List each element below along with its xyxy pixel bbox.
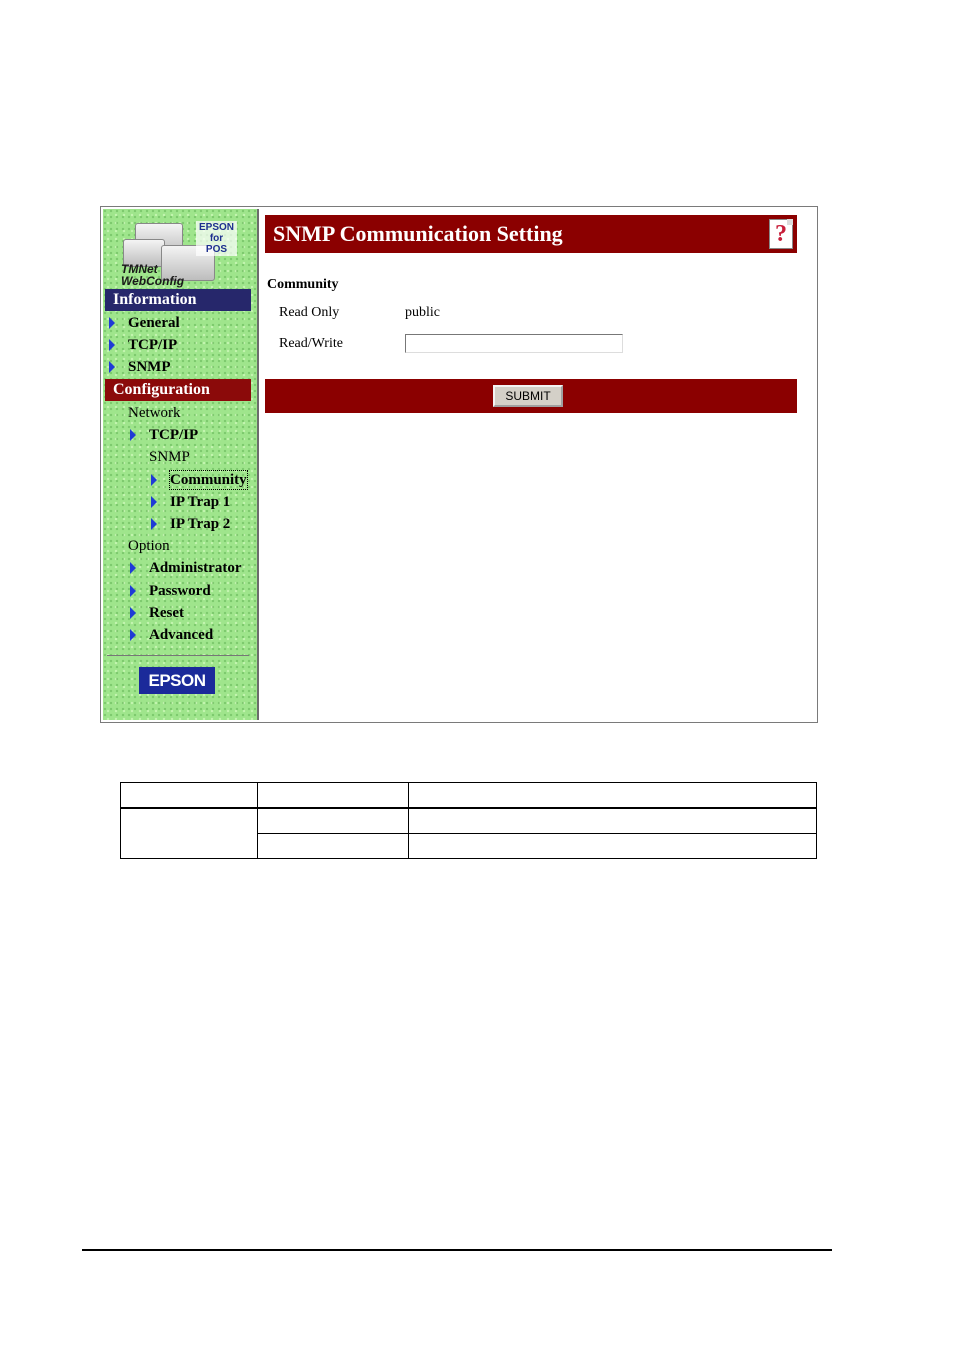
nav-label: IP Trap 2 <box>170 516 231 532</box>
table-cell <box>409 808 817 834</box>
sidebar <box>103 209 259 720</box>
nav-label: Reset <box>149 605 184 621</box>
product-name: TMNet WebConfig <box>121 262 185 288</box>
footer-rule <box>82 1249 832 1251</box>
nav-config-ip-trap-1[interactable] <box>170 493 230 511</box>
nav-config-tcpip[interactable] <box>149 426 198 444</box>
table-cell <box>121 808 258 859</box>
table-cell <box>258 783 409 809</box>
table-row <box>121 808 817 834</box>
nav-option-advanced[interactable] <box>149 626 213 644</box>
nav-label: General <box>128 315 180 331</box>
submit-bar <box>265 379 797 413</box>
nav-label: Advanced <box>149 627 214 643</box>
triangle-right-icon <box>109 339 115 351</box>
page-title-bar <box>265 215 797 253</box>
read-only-value: public <box>405 305 440 320</box>
table-cell <box>409 783 817 809</box>
triangle-right-icon <box>151 496 157 508</box>
triangle-right-icon <box>109 317 115 329</box>
information-header: Information <box>105 289 251 311</box>
triangle-right-icon <box>130 629 136 641</box>
table-header-row <box>121 783 817 809</box>
table-cell <box>121 783 258 809</box>
nav-config-ip-trap-2[interactable] <box>170 515 230 533</box>
nav-config-community[interactable] <box>170 471 247 489</box>
nav-option-password[interactable] <box>149 582 211 600</box>
option-group-label: Option <box>128 538 170 554</box>
read-write-input[interactable] <box>405 334 623 353</box>
triangle-right-icon <box>151 474 157 486</box>
nav-info-snmp[interactable] <box>128 358 171 376</box>
nav-label: SNMP <box>128 359 171 375</box>
triangle-right-icon <box>130 607 136 619</box>
submit-button[interactable]: SUBMIT <box>493 385 563 407</box>
nav-label: Administrator <box>149 560 242 576</box>
nav-label: TCP/IP <box>149 427 199 443</box>
nav-label: Community <box>170 472 247 488</box>
nav-option-reset[interactable] <box>149 604 184 622</box>
epson-for-pos-tag: EPSON for POS <box>196 221 237 256</box>
nav-option-administrator[interactable] <box>149 559 242 577</box>
configuration-header: Configuration <box>105 379 251 401</box>
triangle-right-icon <box>130 429 136 441</box>
spec-table <box>120 782 817 859</box>
webconfig-window <box>100 206 818 723</box>
tmnet-webconfig-logo <box>117 217 241 289</box>
snmp-group-label: SNMP <box>149 449 190 465</box>
nav-info-tcpip[interactable] <box>128 336 177 354</box>
nav-label: IP Trap 1 <box>170 494 231 510</box>
help-icon[interactable]: ? <box>769 219 793 249</box>
epson-logo-link[interactable]: EPSON <box>139 667 215 694</box>
network-group-label: Network <box>128 405 181 421</box>
sidebar-divider <box>107 655 249 656</box>
triangle-right-icon <box>151 518 157 530</box>
table-cell <box>258 808 409 834</box>
nav-label: TCP/IP <box>128 337 178 353</box>
nav-label: Password <box>149 583 211 599</box>
table-cell <box>409 834 817 859</box>
triangle-right-icon <box>130 585 136 597</box>
table-cell <box>258 834 409 859</box>
triangle-right-icon <box>130 562 136 574</box>
read-only-label: Read Only <box>279 305 340 320</box>
main-content <box>259 209 815 720</box>
page-title: SNMP Communication Setting <box>273 221 563 246</box>
community-section-label: Community <box>267 277 339 292</box>
read-write-label: Read/Write <box>279 336 343 351</box>
nav-info-general[interactable] <box>128 314 180 332</box>
triangle-right-icon <box>109 361 115 373</box>
